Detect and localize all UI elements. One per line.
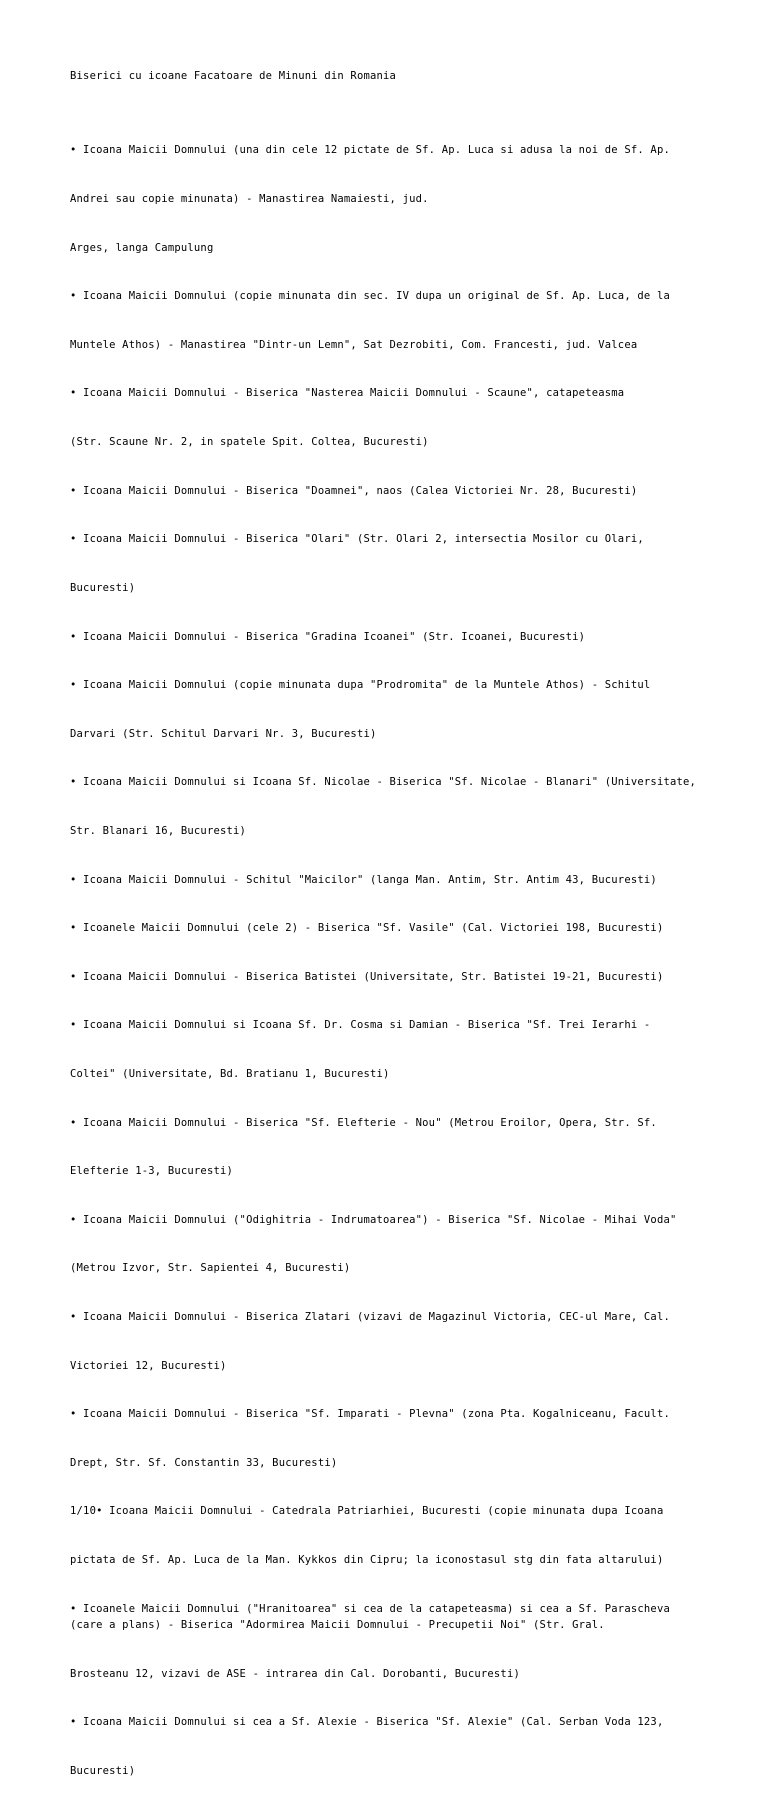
document-line: pictata de Sf. Ap. Luca de la Man. Kykkos din Cipru; la iconostasul stg din fata altarului) [70, 1554, 664, 1567]
document-line: Arges, langa Campulung [70, 241, 214, 254]
document-line: • Icoana Maicii Domnului - Biserica "Gradina Icoanei" (Str. Icoanei, Bucuresti) [70, 630, 586, 643]
document-line: • Icoana Maicii Domnului - Biserica Zlatari (vizavi de Magazinul Victoria, CEC-ul Mare, Cal. [70, 1311, 670, 1324]
document-line: Coltei" (Universitate, Bd. Bratianu 1, Bucuresti) [70, 1067, 390, 1080]
document-line: Bucuresti) [70, 1764, 136, 1777]
document-line: • Icoana Maicii Domnului ("Odighitria - Indrumatoarea") - Biserica "Sf. Nicolae - Mihai Voda" [70, 1213, 677, 1226]
document-line: • Icoanele Maicii Domnului (cele 2) - Biserica "Sf. Vasile" (Cal. Victoriei 198, Bucuresti) [70, 922, 664, 935]
document-line: 1/10• Icoana Maicii Domnului - Catedrala Patriarhiei, Bucuresti (copie minunata dupa Icoana [70, 1505, 664, 1518]
document-line: • Icoana Maicii Domnului (una din cele 12 pictate de Sf. Ap. Luca si adusa la noi de Sf. Ap. [70, 144, 670, 157]
document-line: • Icoana Maicii Domnului - Biserica "Doamnei", naos (Calea Victoriei Nr. 28, Bucuresti) [70, 484, 638, 497]
document-line: Bucuresti) [70, 581, 136, 594]
document-line: • Icoana Maicii Domnului - Biserica "Nasterea Maicii Domnului - Scaune", catapeteasma [70, 387, 625, 400]
document-line: • Icoana Maicii Domnului - Biserica Batistei (Universitate, Str. Batistei 19-21, Bucuresti) [70, 970, 664, 983]
document-line: Elefterie 1-3, Bucuresti) [70, 1165, 234, 1178]
document-line: • Icoana Maicii Domnului - Biserica "Sf. Elefterie - Nou" (Metrou Eroilor, Opera, Str. Sf. [70, 1116, 657, 1129]
document-line: Andrei sau copie minunata) - Manastirea Namaiesti, jud. [70, 193, 429, 206]
document-line: • Icoana Maicii Domnului (copie minunata din sec. IV dupa un original de Sf. Ap. Luca, de la [70, 290, 670, 303]
document-line: Brosteanu 12, vizavi de ASE - intrarea din Cal. Dorobanti, Bucuresti) [70, 1667, 520, 1680]
document-line: • Icoana Maicii Domnului si Icoana Sf. Nicolae - Biserica "Sf. Nicolae - Blanari" (Universitate, [70, 776, 697, 789]
document-line: Muntele Athos) - Manastirea "Dintr-un Lemn", Sat Dezrobiti, Com. Francesti, jud. Valcea [70, 338, 638, 351]
document-line: (Metrou Izvor, Str. Sapientei 4, Bucuresti) [70, 1262, 351, 1275]
document-line: • Icoana Maicii Domnului (copie minunata dupa "Prodromita" de la Muntele Athos) - Schitul [70, 679, 651, 692]
document-line: • Icoana Maicii Domnului - Biserica "Olari" (Str. Olari 2, intersectia Mosilor cu Olari, [70, 533, 644, 546]
document-line: Drept, Str. Sf. Constantin 33, Bucuresti) [70, 1456, 338, 1469]
document-line: • Icoanele Maicii Domnului ("Hranitoarea" si cea de la catapeteasma) si cea a Sf. Parascheva (care a plans) - Biserica "Adormirea Maicii Domnului - Precupetii Noi" (Str. Gral. [70, 1602, 677, 1631]
document-line: • Icoana Maicii Domnului si Icoana Sf. Dr. Cosma si Damian - Biserica "Sf. Trei Ierarhi - [70, 1019, 651, 1032]
document-line: Victoriei 12, Bucuresti) [70, 1359, 227, 1372]
document-line: • Icoana Maicii Domnului - Schitul "Maicilor" (langa Man. Antim, Str. Antim 43, Bucuresti) [70, 873, 657, 886]
document-line: • Icoana Maicii Domnului si cea a Sf. Alexie - Biserica "Sf. Alexie" (Cal. Serban Voda 123, [70, 1716, 664, 1729]
document-body [70, 110, 698, 1811]
page-title: Biserici cu icoane Facatoare de Minuni din Romania [70, 70, 397, 82]
document-line: Str. Blanari 16, Bucuresti) [70, 824, 247, 837]
document-line: Darvari (Str. Schitul Darvari Nr. 3, Bucuresti) [70, 727, 377, 740]
document-line: (Str. Scaune Nr. 2, in spatele Spit. Coltea, Bucuresti) [70, 436, 429, 449]
document-line: • Icoana Maicii Domnului - Biserica "Sf. Imparati - Plevna" (zona Pta. Kogalniceanu, Facult. [70, 1408, 670, 1421]
